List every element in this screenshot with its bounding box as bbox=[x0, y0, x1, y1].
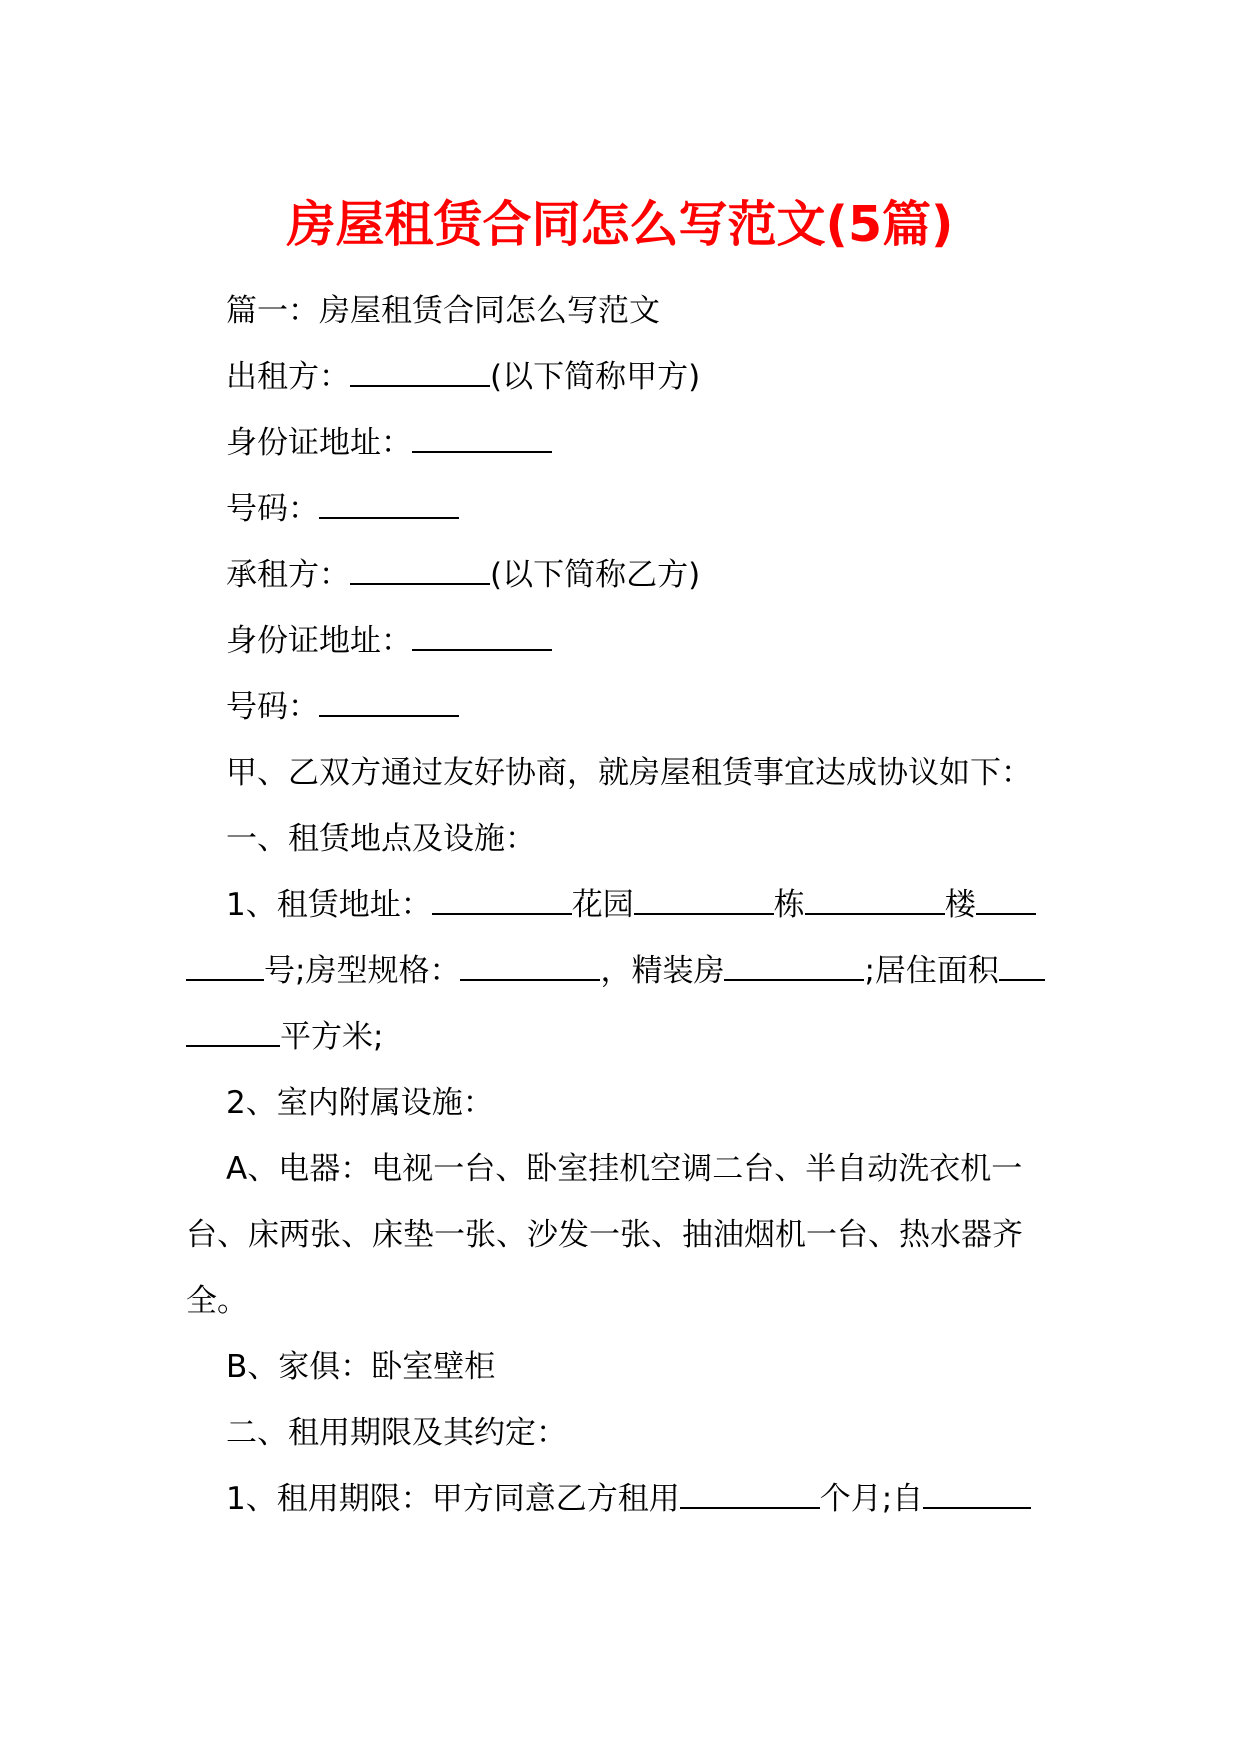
paragraph-line bbox=[0, 806, 1240, 872]
section-heading: 篇一：房屋租赁合同怎么写范文 bbox=[226, 293, 660, 329]
paragraph-text: 甲、乙双方通过友好协商，就房屋租赁事宜达成协议如下： bbox=[226, 755, 1032, 791]
blank-underline bbox=[805, 875, 945, 915]
paragraph-line bbox=[0, 1466, 1240, 1532]
paragraph-line bbox=[0, 674, 1240, 740]
paragraph-line bbox=[0, 476, 1240, 542]
paragraph-line bbox=[0, 938, 1240, 1004]
paragraph-line bbox=[0, 1202, 1240, 1268]
blank-underline bbox=[976, 875, 1036, 915]
field-label: 花园 bbox=[571, 887, 634, 923]
document-title: 房屋租赁合同怎么写范文(5篇) bbox=[286, 196, 954, 253]
blank-underline bbox=[350, 347, 490, 387]
paragraph-line bbox=[0, 1136, 1240, 1202]
blank-underline bbox=[319, 479, 459, 519]
field-note: (以下简称甲方) bbox=[490, 359, 701, 395]
blank-underline bbox=[319, 677, 459, 717]
paragraph-text: B、家俱：卧室壁柜 bbox=[226, 1349, 496, 1385]
paragraph-line bbox=[0, 1004, 1240, 1070]
paragraph-line bbox=[0, 740, 1240, 806]
blank-underline bbox=[999, 941, 1045, 981]
paragraph-line bbox=[0, 1070, 1240, 1136]
section-subheading: 2、室内附属设施： bbox=[226, 1085, 494, 1121]
section-heading: 一、租赁地点及设施： bbox=[226, 821, 536, 857]
paragraph-line bbox=[0, 872, 1240, 938]
blank-underline bbox=[634, 875, 774, 915]
field-label: ;居住面积 bbox=[864, 953, 999, 989]
blank-underline bbox=[923, 1469, 1031, 1509]
paragraph-line bbox=[0, 344, 1240, 410]
paragraph-text: 台、床两张、床垫一张、沙发一张、抽油烟机一台、热水器齐 bbox=[186, 1217, 1023, 1253]
field-label: 号码： bbox=[226, 689, 319, 725]
blank-underline bbox=[412, 611, 552, 651]
field-label: 身份证地址： bbox=[226, 623, 412, 659]
field-label: 号;房型规格： bbox=[264, 953, 461, 989]
field-label: 号码： bbox=[226, 491, 319, 527]
field-label: 身份证地址： bbox=[226, 425, 412, 461]
field-label: 个月;自 bbox=[819, 1481, 924, 1517]
blank-underline bbox=[186, 1007, 280, 1047]
blank-underline bbox=[680, 1469, 820, 1509]
paragraph-line bbox=[0, 410, 1240, 476]
blank-underline bbox=[432, 875, 572, 915]
field-label: 平方米; bbox=[280, 1019, 384, 1055]
blank-underline bbox=[350, 545, 490, 585]
paragraph-line bbox=[0, 608, 1240, 674]
field-label: 1、租用期限：甲方同意乙方租用 bbox=[226, 1481, 680, 1517]
blank-underline bbox=[460, 941, 600, 981]
paragraph-line bbox=[0, 542, 1240, 608]
field-label: 承租方： bbox=[226, 557, 350, 593]
field-label: 出租方： bbox=[226, 359, 350, 395]
blank-underline bbox=[724, 941, 864, 981]
section-heading: 二、租用期限及其约定： bbox=[226, 1415, 567, 1451]
paragraph-text: 全。 bbox=[186, 1283, 248, 1319]
paragraph-line bbox=[0, 278, 1240, 344]
paragraph-line bbox=[0, 1268, 1240, 1334]
field-label: 1、租赁地址： bbox=[226, 887, 432, 923]
field-label: ，精装房 bbox=[600, 953, 725, 989]
field-label: 栋 bbox=[773, 887, 805, 923]
paragraph-text: A、电器：电视一台、卧室挂机空调二台、半自动洗衣机一 bbox=[226, 1151, 1023, 1187]
paragraph-line bbox=[0, 1400, 1240, 1466]
blank-underline bbox=[412, 413, 552, 453]
blank-underline bbox=[186, 941, 264, 981]
field-label: 楼 bbox=[944, 887, 976, 923]
paragraph-line bbox=[0, 1334, 1240, 1400]
field-note: (以下简称乙方) bbox=[490, 557, 701, 593]
